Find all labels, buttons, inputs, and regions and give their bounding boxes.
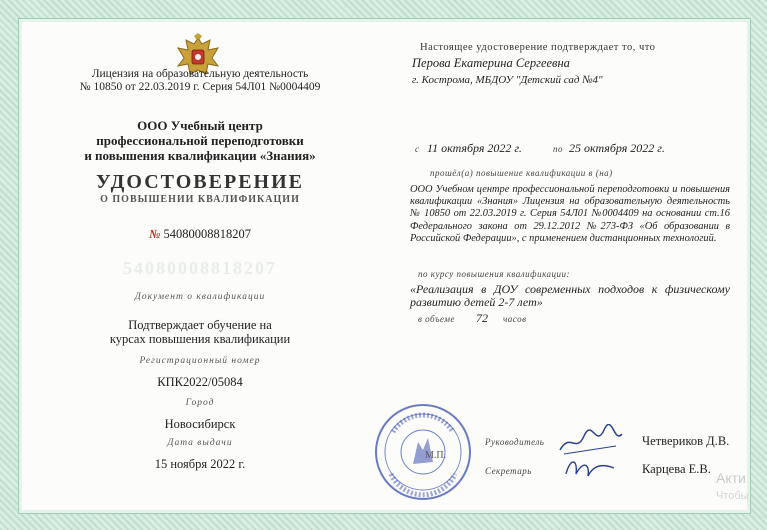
faint-number-watermark: 54080008818207 [123, 258, 277, 278]
mp-label: М.П. [425, 450, 447, 461]
secretary-label: Секретарь [485, 466, 532, 476]
confirms-line-2: курсах повышения квалификации [109, 332, 291, 346]
director-label: Руководитель [485, 437, 545, 447]
intro-text: Настоящее удостоверение подтверждает то, что [420, 42, 656, 53]
activation-watermark-line-2: Чтобы [716, 490, 749, 502]
number-sign: № [148, 227, 161, 241]
secretary-name: Карцева Е.В. [642, 462, 711, 476]
volume-label: в объеме [418, 314, 456, 324]
director-name: Четвериков Д.В. [642, 434, 730, 448]
org-line-2: профессиональной переподготовки [96, 133, 304, 148]
course-name: «Реализация в ДОУ современных подходов к физическому развитию детей 2-7 лет» [410, 282, 730, 309]
recipient-name: Перова Екатерина Сергеевна [412, 56, 570, 70]
license-line-1: Лицензия на образовательную деятельность [91, 68, 309, 80]
organization-details: ООО Учебном центре профессиональной переподготовки и повышения квалификации «Знания» Лицензия на образовательную деятельность № 10850 от 22.03.2019 г. Серия 54Л01 №0004409 на основании ст.16 Федерального закона от 29.12.2012 №273-ФЗ «Об образовании в Российской Федерации», с применением дистанционных технологий. [410, 184, 730, 244]
org-line-1: ООО Учебный центр [137, 118, 263, 133]
reg-number-caption: Регистрационный номер [139, 356, 261, 366]
city-caption: Город [185, 398, 215, 408]
course-label: по курсу повышения квалификации: [418, 269, 571, 279]
document-subtitle: О ПОВЫШЕНИИ КВАЛИФИКАЦИИ [100, 194, 300, 205]
activation-watermark-line-1: Акти [716, 470, 746, 486]
document-title: УДОСТОВЕРЕНИЕ [96, 171, 304, 193]
license-line-2: № 10850 от 22.03.2019 г. Серия 54Л01 №0004409 [79, 81, 321, 93]
issue-date-caption: Дата выдачи [167, 438, 233, 448]
volume-hours: 72 [476, 311, 488, 325]
license-info [40, 68, 360, 94]
to-label: по [553, 144, 563, 154]
passed-label: прошёл(а) повышение квалификации в (на) [430, 168, 613, 178]
recipient-place: г. Кострома, МБДОУ "Детский сад №4" [412, 74, 603, 86]
issue-date: 15 ноября 2022 г. [154, 457, 246, 471]
from-label: с [415, 144, 420, 154]
number-value: 54080008818207 [163, 227, 252, 241]
organization-name [40, 118, 360, 163]
from-date: 11 октября 2022 г. [427, 141, 522, 155]
org-line-3: и повышения квалификации «Знания» [84, 148, 316, 163]
secretary-signature-icon [560, 452, 620, 482]
hours-label: часов [503, 314, 527, 324]
round-seal-icon [373, 402, 473, 502]
certificate-number [40, 227, 360, 242]
document-caption: Документ о квалификации [134, 292, 266, 302]
city: Новосибирск [164, 417, 236, 431]
confirms-line-1: Подтверждает обучение на [128, 318, 272, 332]
to-date: 25 октября 2022 г. [569, 141, 665, 155]
confirms-text [40, 318, 360, 346]
reg-number: КПК2022/05084 [157, 375, 243, 389]
